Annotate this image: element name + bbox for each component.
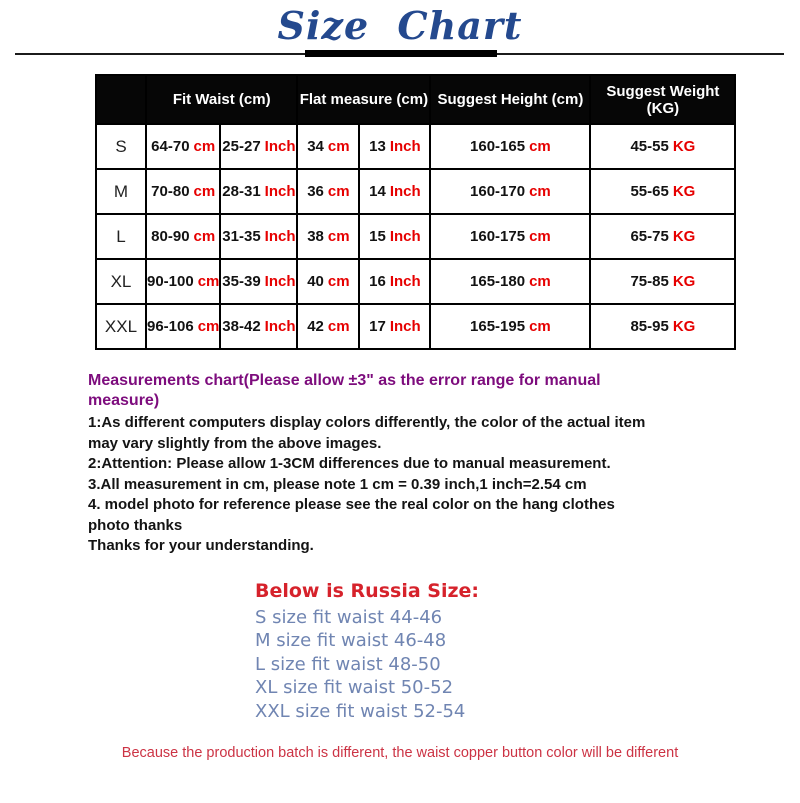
note-line-thanks: Thanks for your understanding.	[88, 537, 314, 554]
measurement-unit: cm	[193, 138, 216, 155]
note-line-4: 4. model photo for reference please see the real color on the hang clothes photo thanks	[88, 496, 615, 534]
measurement-notes	[88, 371, 656, 557]
measurement-value: 90-100	[147, 273, 194, 290]
measurement-value: 14	[369, 183, 386, 200]
measurement-unit: Inch	[264, 183, 296, 200]
measurement-cell	[590, 259, 735, 304]
measurement-value: 35-39	[222, 273, 261, 290]
size-label: XXL	[96, 304, 146, 349]
measurement-cell	[430, 259, 590, 304]
measurement-cell	[146, 259, 220, 304]
measurement-cell	[430, 214, 590, 259]
table-row-m	[96, 169, 735, 214]
measurement-cell	[146, 214, 220, 259]
note-line-2: 2:Attention: Please allow 1-3CM differences due to manual measurement.	[88, 455, 611, 472]
size-chart-table	[95, 74, 736, 350]
header-fit-waist: Fit Waist (cm)	[146, 75, 297, 124]
measurement-unit: KG	[672, 138, 696, 155]
measurement-cell	[430, 304, 590, 349]
title-underline-thick	[305, 50, 497, 57]
measurement-cell	[220, 169, 297, 214]
measurement-value: 40	[307, 273, 324, 290]
measurement-cell	[590, 169, 735, 214]
measurement-cell	[359, 124, 430, 169]
measurement-value: 55-65	[630, 183, 669, 200]
measurement-unit: Inch	[389, 228, 421, 245]
measurement-unit: cm	[327, 183, 350, 200]
measurement-value: 17	[369, 318, 386, 335]
table-row-l	[96, 214, 735, 259]
measurement-unit: cm	[193, 228, 216, 245]
table-row-s	[96, 124, 735, 169]
size-label: XL	[96, 259, 146, 304]
notes-heading: Measurements chart(Please allow ±3" as the error range for manual measure)	[88, 372, 601, 409]
measurement-value: 34	[307, 138, 324, 155]
note-line-1: 1:As different computers display colors differently, the color of the actual item may vary slightly from the above images.	[88, 414, 646, 452]
measurement-cell	[297, 304, 359, 349]
measurement-value: 85-95	[630, 318, 669, 335]
page-title: Size Chart	[277, 3, 523, 48]
header-size-cell	[96, 75, 146, 124]
measurement-value: 65-75	[630, 228, 669, 245]
measurement-cell	[590, 214, 735, 259]
measurement-unit: Inch	[264, 228, 296, 245]
measurement-unit: cm	[529, 138, 551, 155]
measurement-cell	[220, 259, 297, 304]
russia-size-l: L size fit waist 48-50	[255, 653, 441, 675]
size-label: M	[96, 169, 146, 214]
measurement-unit: cm	[327, 273, 350, 290]
measurement-value: 75-85	[630, 273, 669, 290]
measurement-cell	[590, 124, 735, 169]
russia-size-block	[255, 580, 800, 724]
measurement-unit: cm	[327, 228, 350, 245]
measurement-value: 165-195	[470, 318, 526, 335]
measurement-unit: cm	[193, 183, 216, 200]
russia-size-heading: Below is Russia Size:	[255, 579, 480, 602]
measurement-unit: cm	[197, 318, 220, 335]
production-batch-note: Because the production batch is different, the waist copper button color will be different	[121, 745, 679, 761]
measurement-cell	[359, 169, 430, 214]
title-underline	[0, 50, 800, 58]
measurement-unit: cm	[197, 273, 220, 290]
measurement-value: 45-55	[630, 138, 669, 155]
measurement-unit: KG	[672, 183, 696, 200]
measurement-unit: KG	[672, 228, 696, 245]
measurement-cell	[220, 304, 297, 349]
measurement-unit: Inch	[264, 318, 296, 335]
measurement-value: 160-165	[470, 138, 526, 155]
measurement-value: 13	[369, 138, 386, 155]
measurement-value: 25-27	[222, 138, 261, 155]
russia-size-m: M size fit waist 46-48	[255, 630, 447, 651]
measurement-value: 38-42	[222, 318, 261, 335]
table-header-row	[96, 75, 735, 124]
measurement-unit: cm	[327, 318, 350, 335]
table-row-xl	[96, 259, 735, 304]
measurement-cell	[297, 214, 359, 259]
measurement-value: 160-175	[470, 228, 526, 245]
measurement-cell	[297, 169, 359, 214]
measurement-unit: cm	[327, 138, 350, 155]
measurement-unit: Inch	[389, 318, 421, 335]
measurement-value: 38	[307, 228, 324, 245]
measurement-cell	[590, 304, 735, 349]
header-suggest-height: Suggest Height (cm)	[430, 75, 590, 124]
measurement-cell	[430, 124, 590, 169]
measurement-value: 165-180	[470, 273, 526, 290]
measurement-unit: cm	[529, 228, 551, 245]
measurement-value: 160-170	[470, 183, 526, 200]
measurement-unit: KG	[672, 318, 696, 335]
measurement-unit: Inch	[389, 183, 421, 200]
header-flat-measure: Flat measure (cm)	[297, 75, 430, 124]
header-suggest-weight: Suggest Weight (KG)	[590, 75, 735, 124]
measurement-unit: cm	[529, 273, 551, 290]
measurement-cell	[146, 124, 220, 169]
measurement-cell	[146, 304, 220, 349]
measurement-value: 96-106	[147, 318, 194, 335]
measurement-unit: Inch	[264, 273, 296, 290]
measurement-cell	[220, 214, 297, 259]
measurement-cell	[297, 124, 359, 169]
measurement-cell	[430, 169, 590, 214]
measurement-value: 16	[369, 273, 386, 290]
measurement-value: 64-70	[151, 138, 190, 155]
measurement-unit: KG	[672, 273, 696, 290]
measurement-unit: Inch	[389, 138, 421, 155]
size-label: L	[96, 214, 146, 259]
measurement-unit: cm	[529, 318, 551, 335]
measurement-unit: Inch	[389, 273, 421, 290]
measurement-value: 70-80	[151, 183, 190, 200]
measurement-cell	[359, 259, 430, 304]
note-line-3: 3.All measurement in cm, please note 1 cm = 0.39 inch,1 inch=2.54 cm	[88, 475, 587, 493]
measurement-value: 15	[369, 228, 386, 245]
measurement-unit: Inch	[264, 138, 296, 155]
table-row-xxl	[96, 304, 735, 349]
measurement-value: 80-90	[151, 228, 190, 245]
measurement-value: 36	[307, 183, 324, 200]
measurement-value: 28-31	[222, 183, 261, 200]
russia-size-xl: XL size fit waist 50-52	[255, 677, 454, 698]
measurement-cell	[146, 169, 220, 214]
measurement-value: 42	[307, 318, 324, 335]
measurement-cell	[297, 259, 359, 304]
measurement-cell	[220, 124, 297, 169]
russia-size-s: S size fit waist 44-46	[255, 606, 443, 628]
measurement-value: 31-35	[222, 228, 261, 245]
size-label: S	[96, 124, 146, 169]
measurement-cell	[359, 304, 430, 349]
measurement-cell	[359, 214, 430, 259]
russia-size-xxl: XXL size fit waist 52-54	[255, 700, 466, 722]
measurement-unit: cm	[529, 183, 551, 200]
